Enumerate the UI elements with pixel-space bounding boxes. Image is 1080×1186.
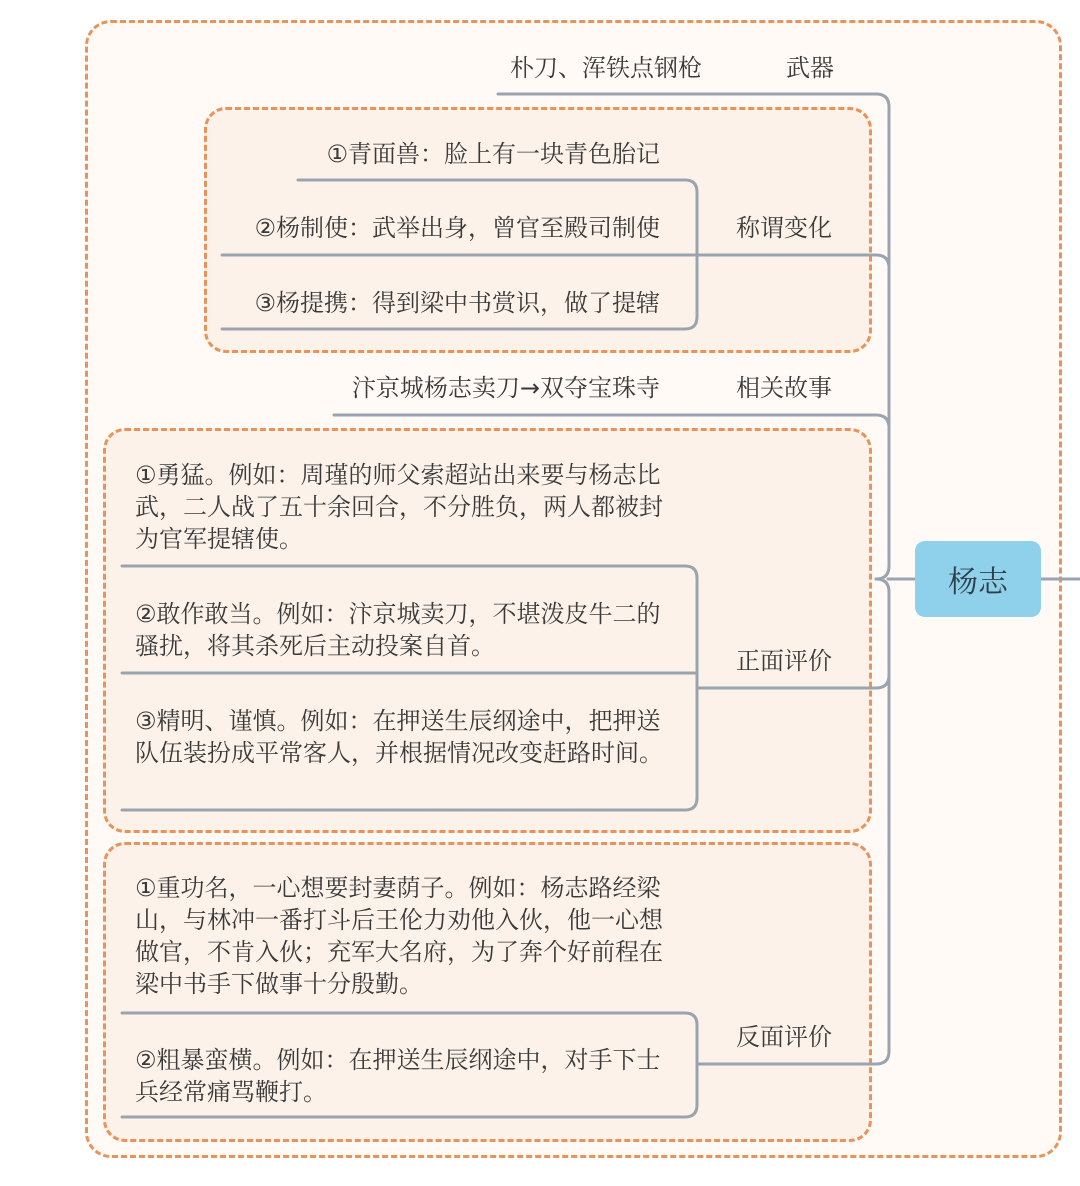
bracket-negative — [676, 1013, 722, 1117]
connector-positive — [850, 579, 889, 688]
titles-item-2[interactable]: ②杨制使：武举出身，曾官至殿司制使 — [254, 214, 660, 242]
connector-negative — [850, 592, 889, 1064]
negative-item-1[interactable]: ①重功名，一心想要封妻荫子。例如：杨志路经梁山，与林冲一番打斗后王伦力劝他入伙，他一心想做官，不肯入伙；充军大名府，为了奔个好前程在梁中书手下做事十分殷勤。 — [135, 874, 663, 998]
branch-label-positive[interactable]: 正面评价 — [736, 647, 832, 675]
central-topic-label: 杨志 — [948, 565, 1008, 600]
branch-label-negative[interactable]: 反面评价 — [736, 1023, 832, 1051]
positive-item-2[interactable]: ②敢作敢当。例如：汴京城卖刀，不堪泼皮牛二的骚扰，将其杀死后主动投案自首。 — [135, 600, 661, 660]
connector-weapons — [850, 94, 889, 579]
branch-leaf-weapons[interactable]: 朴刀、浑铁点钢枪 — [510, 54, 702, 82]
connector-titles — [850, 255, 889, 566]
central-topic-node[interactable] — [915, 541, 1041, 617]
bracket-positive — [676, 566, 722, 810]
positive-item-1[interactable]: ①勇猛。例如：周瑾的师父索超站出来要与杨志比武，二人战了五十余回合，不分胜负，两人都被封为官军提辖使。 — [135, 461, 663, 553]
branch-leaf-stories[interactable]: 汴京城杨志卖刀→双夺宝珠寺 — [351, 374, 660, 402]
branch-label-stories[interactable]: 相关故事 — [736, 374, 832, 402]
branch-label-weapons[interactable]: 武器 — [786, 54, 834, 82]
connector-stories — [850, 415, 889, 566]
titles-item-1[interactable]: ①青面兽：脸上有一块青色胎记 — [326, 140, 660, 168]
titles-item-3[interactable]: ③杨提携：得到梁中书赏识，做了提辖 — [254, 289, 660, 317]
positive-item-3[interactable]: ③精明、谨慎。例如：在押送生辰纲途中，把押送队伍装扮成平常客人，并根据情况改变赶路时间。 — [135, 707, 663, 767]
negative-item-2[interactable]: ②粗暴蛮横。例如：在押送生辰纲途中，对手下士兵经常痛骂鞭打。 — [135, 1046, 661, 1106]
branch-label-titles[interactable]: 称谓变化 — [736, 214, 832, 242]
